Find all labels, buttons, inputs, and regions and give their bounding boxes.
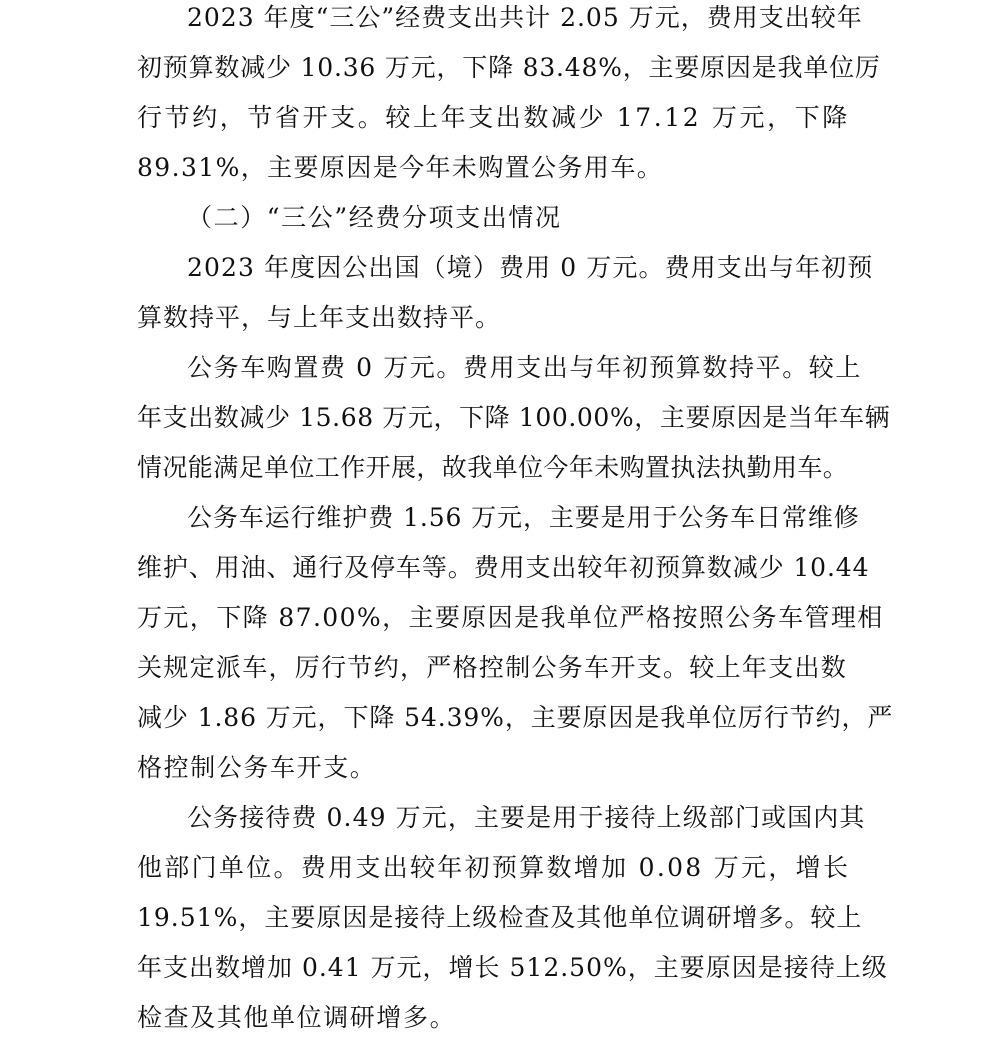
- text-line: 情况能满足单位工作开展，故我单位今年未购置执法执勤用车。: [137, 453, 849, 482]
- text-line: 19.51%，主要原因是接待上级检查及其他单位调研增多。较上: [137, 903, 863, 932]
- text-line: 检查及其他单位调研增多。: [137, 1003, 457, 1032]
- section-heading: （二）“三公”经费分项支出情况: [187, 203, 562, 232]
- text-line: 格控制公务车开支。: [137, 753, 377, 782]
- text-line: 年支出数减少 15.68 万元，下降 100.00%，主要原因是当年车辆: [137, 403, 891, 432]
- text-line: 年支出数增加 0.41 万元，增长 512.50%，主要原因是接待上级: [137, 953, 888, 982]
- text-line: 初预算数减少 10.36 万元，下降 83.48%，主要原因是我单位厉: [137, 53, 881, 82]
- text-line: 89.31%，主要原因是今年未购置公务用车。: [137, 153, 664, 182]
- text-line: 2023 年度因公出国（境）费用 0 万元。费用支出与年初预: [187, 253, 874, 282]
- text-line: 减少 1.86 万元，下降 54.39%，主要原因是我单位厉行节约，严: [137, 703, 894, 732]
- text-line: 关规定派车，厉行节约，严格控制公务车开支。较上年支出数: [137, 653, 848, 682]
- text-line: 行节约，节省开支。较上年支出数减少 17.12 万元，下降: [137, 103, 850, 132]
- text-line: 2023 年度“三公”经费支出共计 2.05 万元，费用支出较年: [187, 3, 863, 32]
- text-line: 公务车运行维护费 1.56 万元，主要是用于公务车日常维修: [187, 503, 860, 532]
- text-line: 公务车购置费 0 万元。费用支出与年初预算数持平。较上: [187, 353, 863, 382]
- text-line: 维护、用油、通行及停车等。费用支出较年初预算数减少 10.44: [137, 553, 870, 582]
- text-line: 万元，下降 87.00%，主要原因是我单位严格按照公务车管理相: [137, 603, 884, 632]
- text-line: 他部门单位。费用支出较年初预算数增加 0.08 万元，增长: [137, 853, 851, 882]
- text-line: 算数持平，与上年支出数持平。: [137, 303, 502, 332]
- text-line: 公务接待费 0.49 万元，主要是用于接待上级部门或国内其: [187, 803, 866, 832]
